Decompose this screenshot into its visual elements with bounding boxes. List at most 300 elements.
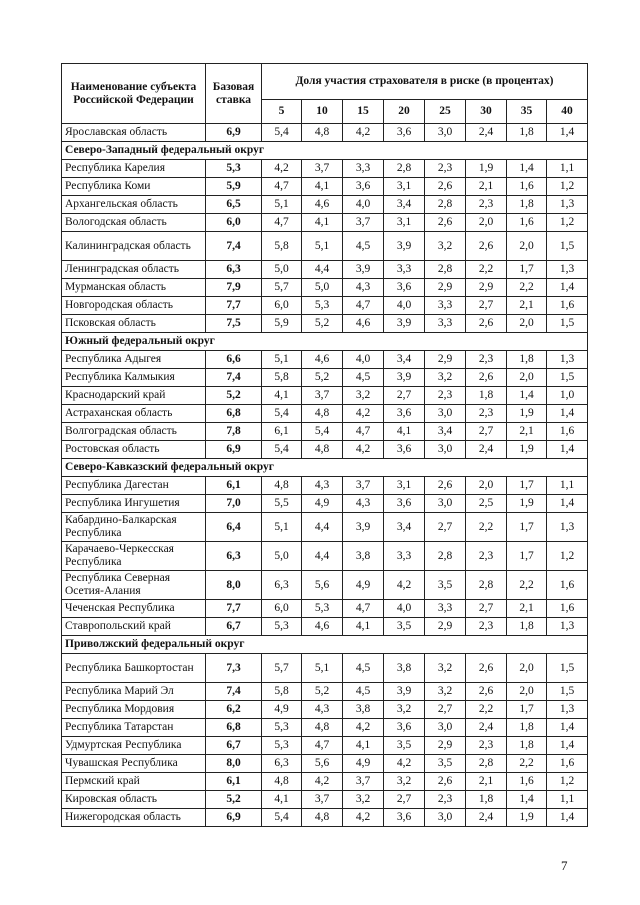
region-name-cell: Нижегородская область <box>62 809 206 827</box>
rate-value-cell: 3,0 <box>425 441 466 459</box>
table-row <box>62 701 588 719</box>
rate-value-cell: 1,6 <box>547 571 588 600</box>
rate-value-cell: 4,3 <box>343 495 384 513</box>
rate-value-cell: 2,2 <box>507 755 547 773</box>
rate-value-cell: 3,8 <box>343 701 384 719</box>
base-rate-cell: 7,4 <box>206 369 262 387</box>
rate-value-cell: 4,5 <box>343 369 384 387</box>
rate-value-cell: 4,7 <box>262 178 302 196</box>
table-row <box>62 405 588 423</box>
rate-value-cell: 2,6 <box>466 654 507 683</box>
table-row <box>62 232 588 261</box>
header-risk-share: Доля участия страхователя в риске (в процентах) <box>262 64 588 100</box>
base-rate-cell: 5,2 <box>206 791 262 809</box>
rate-value-cell: 3,8 <box>343 542 384 571</box>
rate-value-cell: 2,7 <box>466 297 507 315</box>
rate-value-cell: 3,0 <box>425 405 466 423</box>
rate-value-cell: 3,0 <box>425 719 466 737</box>
rate-value-cell: 1,4 <box>547 279 588 297</box>
rate-value-cell: 1,8 <box>507 737 547 755</box>
rate-value-cell: 2,2 <box>466 513 507 542</box>
rate-value-cell: 2,7 <box>466 423 507 441</box>
rate-value-cell: 1,4 <box>547 124 588 142</box>
rate-value-cell: 4,5 <box>343 232 384 261</box>
rate-value-cell: 5,1 <box>262 196 302 214</box>
district-name: Северо-Кавказский федеральный округ <box>62 459 588 477</box>
rate-value-cell: 4,0 <box>343 196 384 214</box>
rate-value-cell: 5,3 <box>302 297 343 315</box>
base-rate-cell: 7,0 <box>206 495 262 513</box>
rate-value-cell: 1,4 <box>547 719 588 737</box>
rate-value-cell: 3,5 <box>384 618 425 636</box>
table-row <box>62 600 588 618</box>
region-name-cell: Республика Калмыкия <box>62 369 206 387</box>
rate-value-cell: 3,6 <box>384 495 425 513</box>
rate-value-cell: 4,4 <box>302 261 343 279</box>
base-rate-cell: 8,0 <box>206 571 262 600</box>
rate-value-cell: 2,6 <box>425 477 466 495</box>
region-name-cell: Пермский край <box>62 773 206 791</box>
page-number: 7 <box>561 858 568 873</box>
rate-value-cell: 1,8 <box>507 196 547 214</box>
base-rate-cell: 7,5 <box>206 315 262 333</box>
rate-value-cell: 4,0 <box>384 600 425 618</box>
table-row <box>62 773 588 791</box>
rate-value-cell: 1,1 <box>547 160 588 178</box>
base-rate-cell: 6,4 <box>206 513 262 542</box>
base-rate-cell: 6,8 <box>206 719 262 737</box>
table-row <box>62 618 588 636</box>
rate-value-cell: 4,4 <box>302 542 343 571</box>
rate-value-cell: 1,4 <box>547 441 588 459</box>
rate-value-cell: 3,3 <box>425 600 466 618</box>
rate-value-cell: 5,3 <box>302 600 343 618</box>
rate-value-cell: 2,4 <box>466 809 507 827</box>
region-name-cell: Ставропольский край <box>62 618 206 636</box>
rate-value-cell: 1,3 <box>547 701 588 719</box>
table-row <box>62 737 588 755</box>
header-percent-cell: 35 <box>507 100 547 124</box>
rate-value-cell: 5,6 <box>302 571 343 600</box>
base-rate-cell: 7,7 <box>206 297 262 315</box>
rate-value-cell: 1,2 <box>547 542 588 571</box>
rate-value-cell: 2,3 <box>466 196 507 214</box>
rate-value-cell: 4,1 <box>343 737 384 755</box>
region-name-cell: Кабардино-Балкарская Республика <box>62 513 206 542</box>
region-name-cell: Ярославская область <box>62 124 206 142</box>
rate-value-cell: 3,3 <box>343 160 384 178</box>
header-region-name: Наименование субъекта Российской Федерации <box>62 64 206 124</box>
header-percent-cell: 30 <box>466 100 507 124</box>
rate-value-cell: 2,7 <box>384 791 425 809</box>
rate-value-cell: 3,1 <box>384 477 425 495</box>
rate-value-cell: 2,6 <box>425 214 466 232</box>
rate-value-cell: 1,5 <box>547 315 588 333</box>
table-row <box>62 495 588 513</box>
rate-value-cell: 1,6 <box>547 297 588 315</box>
rate-value-cell: 3,7 <box>343 214 384 232</box>
rate-value-cell: 1,0 <box>547 387 588 405</box>
rate-value-cell: 2,4 <box>466 124 507 142</box>
district-name: Северо-Западный федеральный округ <box>62 142 588 160</box>
table-row <box>62 261 588 279</box>
table-row <box>62 351 588 369</box>
rate-value-cell: 3,6 <box>384 279 425 297</box>
rate-value-cell: 1,7 <box>507 513 547 542</box>
rate-value-cell: 2,6 <box>425 773 466 791</box>
rate-value-cell: 4,4 <box>302 513 343 542</box>
rate-value-cell: 5,8 <box>262 683 302 701</box>
rate-value-cell: 2,6 <box>466 315 507 333</box>
rate-value-cell: 4,7 <box>262 214 302 232</box>
rate-value-cell: 5,7 <box>262 654 302 683</box>
rate-value-cell: 5,4 <box>302 423 343 441</box>
rate-value-cell: 4,9 <box>262 701 302 719</box>
rate-value-cell: 4,6 <box>343 315 384 333</box>
rate-value-cell: 3,5 <box>425 571 466 600</box>
rate-value-cell: 5,4 <box>262 809 302 827</box>
base-rate-cell: 6,2 <box>206 701 262 719</box>
rate-value-cell: 5,4 <box>262 441 302 459</box>
rate-value-cell: 2,4 <box>466 441 507 459</box>
district-name: Южный федеральный округ <box>62 333 588 351</box>
table-row <box>62 423 588 441</box>
rate-value-cell: 3,7 <box>302 791 343 809</box>
rate-value-cell: 5,4 <box>262 405 302 423</box>
rate-value-cell: 3,6 <box>384 124 425 142</box>
district-name: Приволжский федеральный округ <box>62 636 588 654</box>
rate-value-cell: 3,9 <box>384 369 425 387</box>
rate-value-cell: 2,0 <box>507 369 547 387</box>
rate-value-cell: 3,9 <box>343 513 384 542</box>
base-rate-cell: 6,5 <box>206 196 262 214</box>
region-name-cell: Чувашская Республика <box>62 755 206 773</box>
rate-value-cell: 4,1 <box>343 618 384 636</box>
rate-value-cell: 1,4 <box>547 809 588 827</box>
rate-value-cell: 4,1 <box>302 214 343 232</box>
rate-value-cell: 1,8 <box>507 351 547 369</box>
table-row <box>62 196 588 214</box>
table-row <box>62 542 588 571</box>
rate-value-cell: 2,2 <box>507 571 547 600</box>
rate-value-cell: 3,3 <box>384 261 425 279</box>
rate-value-cell: 3,5 <box>425 755 466 773</box>
region-name-cell: Республика Коми <box>62 178 206 196</box>
rate-value-cell: 2,2 <box>466 701 507 719</box>
rate-value-cell: 2,1 <box>466 773 507 791</box>
rate-value-cell: 3,1 <box>384 214 425 232</box>
rate-value-cell: 3,2 <box>384 701 425 719</box>
rate-value-cell: 1,5 <box>547 232 588 261</box>
rate-value-cell: 5,2 <box>302 315 343 333</box>
rate-value-cell: 1,6 <box>547 755 588 773</box>
base-rate-cell: 6,7 <box>206 737 262 755</box>
rate-value-cell: 3,9 <box>384 315 425 333</box>
rate-value-cell: 4,9 <box>302 495 343 513</box>
base-rate-cell: 5,2 <box>206 387 262 405</box>
rate-value-cell: 4,7 <box>343 423 384 441</box>
region-name-cell: Архангельская область <box>62 196 206 214</box>
rate-value-cell: 3,9 <box>343 261 384 279</box>
rate-value-cell: 4,3 <box>302 477 343 495</box>
region-name-cell: Удмуртская Республика <box>62 737 206 755</box>
region-name-cell: Астраханская область <box>62 405 206 423</box>
rate-value-cell: 2,8 <box>425 196 466 214</box>
rate-value-cell: 1,7 <box>507 477 547 495</box>
base-rate-cell: 6,9 <box>206 809 262 827</box>
base-rate-cell: 6,3 <box>206 261 262 279</box>
table-row <box>62 477 588 495</box>
table-row <box>62 654 588 683</box>
table-row <box>62 791 588 809</box>
rate-value-cell: 5,0 <box>262 261 302 279</box>
rate-value-cell: 3,6 <box>343 178 384 196</box>
region-name-cell: Новгородская область <box>62 297 206 315</box>
rate-value-cell: 6,3 <box>262 571 302 600</box>
rate-value-cell: 3,6 <box>384 809 425 827</box>
rate-value-cell: 1,6 <box>507 178 547 196</box>
rate-value-cell: 4,5 <box>343 683 384 701</box>
rate-value-cell: 5,9 <box>262 315 302 333</box>
rate-value-cell: 2,9 <box>466 279 507 297</box>
rate-value-cell: 2,3 <box>425 791 466 809</box>
rate-value-cell: 2,0 <box>507 683 547 701</box>
table-row <box>62 214 588 232</box>
rate-value-cell: 2,3 <box>466 618 507 636</box>
rate-value-cell: 6,1 <box>262 423 302 441</box>
base-rate-cell: 6,9 <box>206 124 262 142</box>
rate-value-cell: 4,1 <box>384 423 425 441</box>
region-name-cell: Кировская область <box>62 791 206 809</box>
table-row <box>62 809 588 827</box>
rate-value-cell: 4,5 <box>343 654 384 683</box>
rate-value-cell: 5,1 <box>262 513 302 542</box>
region-name-cell: Чеченская Республика <box>62 600 206 618</box>
region-name-cell: Краснодарский край <box>62 387 206 405</box>
base-rate-cell: 7,7 <box>206 600 262 618</box>
rate-value-cell: 1,7 <box>507 701 547 719</box>
table-row <box>62 160 588 178</box>
rate-value-cell: 1,4 <box>547 405 588 423</box>
table-row <box>62 441 588 459</box>
rate-value-cell: 1,2 <box>547 178 588 196</box>
rate-value-cell: 3,2 <box>425 654 466 683</box>
table-row <box>62 719 588 737</box>
rate-value-cell: 1,2 <box>547 773 588 791</box>
rate-value-cell: 5,0 <box>262 542 302 571</box>
rate-value-cell: 2,8 <box>425 542 466 571</box>
rate-value-cell: 4,8 <box>302 124 343 142</box>
table-row <box>62 755 588 773</box>
rate-value-cell: 3,8 <box>384 654 425 683</box>
rate-value-cell: 2,0 <box>466 477 507 495</box>
rate-value-cell: 2,6 <box>466 232 507 261</box>
rate-value-cell: 3,9 <box>384 232 425 261</box>
rate-value-cell: 3,2 <box>425 683 466 701</box>
insurance-rate-table <box>61 63 588 827</box>
rate-value-cell: 2,3 <box>466 351 507 369</box>
rate-value-cell: 2,1 <box>507 297 547 315</box>
rate-value-cell: 5,3 <box>262 719 302 737</box>
rate-value-cell: 4,7 <box>302 737 343 755</box>
rate-value-cell: 3,0 <box>425 809 466 827</box>
header-percent-cell: 40 <box>547 100 588 124</box>
region-name-cell: Волгоградская область <box>62 423 206 441</box>
rate-value-cell: 2,2 <box>466 261 507 279</box>
table-row <box>62 387 588 405</box>
header-percent-cell: 10 <box>302 100 343 124</box>
rate-value-cell: 4,1 <box>302 178 343 196</box>
rate-value-cell: 4,2 <box>384 571 425 600</box>
rate-value-cell: 1,4 <box>507 387 547 405</box>
rate-value-cell: 1,4 <box>547 737 588 755</box>
region-name-cell: Калининградская область <box>62 232 206 261</box>
district-header-row <box>62 459 588 477</box>
rate-value-cell: 5,3 <box>262 618 302 636</box>
rate-value-cell: 1,7 <box>507 261 547 279</box>
rate-value-cell: 1,9 <box>466 160 507 178</box>
rate-value-cell: 3,3 <box>425 315 466 333</box>
rate-value-cell: 1,5 <box>547 654 588 683</box>
table-row <box>62 178 588 196</box>
rate-value-cell: 5,0 <box>302 279 343 297</box>
rate-value-cell: 1,3 <box>547 351 588 369</box>
rate-value-cell: 1,5 <box>547 683 588 701</box>
rate-value-cell: 1,6 <box>507 214 547 232</box>
rate-value-cell: 4,8 <box>302 441 343 459</box>
rate-value-cell: 4,2 <box>302 773 343 791</box>
rate-value-cell: 1,2 <box>547 214 588 232</box>
rate-value-cell: 4,8 <box>262 477 302 495</box>
rate-value-cell: 2,5 <box>466 495 507 513</box>
table-row <box>62 369 588 387</box>
rate-value-cell: 1,8 <box>507 719 547 737</box>
rate-value-cell: 4,2 <box>343 405 384 423</box>
header-percent-cell: 15 <box>343 100 384 124</box>
rate-value-cell: 2,0 <box>507 654 547 683</box>
rate-value-cell: 1,6 <box>547 423 588 441</box>
rate-value-cell: 3,7 <box>343 773 384 791</box>
rate-value-cell: 4,6 <box>302 351 343 369</box>
rate-value-cell: 5,5 <box>262 495 302 513</box>
rate-value-cell: 4,7 <box>343 600 384 618</box>
rate-value-cell: 3,7 <box>302 387 343 405</box>
rate-value-cell: 5,6 <box>302 755 343 773</box>
header-base-rate: Базовая ставка <box>206 64 262 124</box>
rate-value-cell: 3,9 <box>384 683 425 701</box>
region-name-cell: Карачаево-Черкесская Республика <box>62 542 206 571</box>
rate-value-cell: 3,4 <box>425 423 466 441</box>
rate-value-cell: 3,7 <box>302 160 343 178</box>
rate-value-cell: 5,7 <box>262 279 302 297</box>
rate-value-cell: 3,2 <box>384 773 425 791</box>
rate-value-cell: 2,7 <box>384 387 425 405</box>
district-header-row <box>62 636 588 654</box>
rate-value-cell: 4,2 <box>343 124 384 142</box>
rate-value-cell: 6,3 <box>262 755 302 773</box>
rate-value-cell: 3,2 <box>343 791 384 809</box>
rate-value-cell: 3,2 <box>425 232 466 261</box>
base-rate-cell: 6,7 <box>206 618 262 636</box>
rate-value-cell: 4,1 <box>262 387 302 405</box>
rate-value-cell: 2,0 <box>507 232 547 261</box>
rate-value-cell: 3,7 <box>343 477 384 495</box>
rate-value-cell: 5,8 <box>262 369 302 387</box>
rate-value-cell: 3,0 <box>425 495 466 513</box>
region-name-cell: Республика Дагестан <box>62 477 206 495</box>
rate-value-cell: 2,1 <box>507 423 547 441</box>
base-rate-cell: 7,9 <box>206 279 262 297</box>
base-rate-cell: 5,3 <box>206 160 262 178</box>
base-rate-cell: 6,8 <box>206 405 262 423</box>
rate-value-cell: 1,3 <box>547 261 588 279</box>
rate-value-cell: 2,3 <box>425 387 466 405</box>
rate-value-cell: 2,3 <box>425 160 466 178</box>
rate-value-cell: 2,7 <box>425 513 466 542</box>
rate-value-cell: 2,8 <box>466 571 507 600</box>
rate-value-cell: 1,6 <box>547 600 588 618</box>
region-name-cell: Псковская область <box>62 315 206 333</box>
region-name-cell: Республика Адыгея <box>62 351 206 369</box>
rate-value-cell: 1,4 <box>547 495 588 513</box>
region-name-cell: Республика Ингушетия <box>62 495 206 513</box>
rate-value-cell: 3,6 <box>384 441 425 459</box>
rate-value-cell: 4,6 <box>302 196 343 214</box>
rate-value-cell: 5,8 <box>262 232 302 261</box>
base-rate-cell: 5,9 <box>206 178 262 196</box>
rate-value-cell: 2,6 <box>466 683 507 701</box>
region-name-cell: Ленинградская область <box>62 261 206 279</box>
rate-value-cell: 4,8 <box>302 405 343 423</box>
rate-value-cell: 4,9 <box>343 571 384 600</box>
region-name-cell: Республика Башкортостан <box>62 654 206 683</box>
rate-value-cell: 4,1 <box>262 791 302 809</box>
rate-value-cell: 2,9 <box>425 279 466 297</box>
region-name-cell: Республика Карелия <box>62 160 206 178</box>
rate-value-cell: 3,3 <box>425 297 466 315</box>
header-percent-cell: 25 <box>425 100 466 124</box>
base-rate-cell: 8,0 <box>206 755 262 773</box>
rate-value-cell: 2,6 <box>466 369 507 387</box>
rate-value-cell: 4,8 <box>262 773 302 791</box>
district-header-row <box>62 142 588 160</box>
rate-value-cell: 6,0 <box>262 600 302 618</box>
table-row <box>62 124 588 142</box>
rate-value-cell: 4,3 <box>343 279 384 297</box>
base-rate-cell: 6,3 <box>206 542 262 571</box>
rate-value-cell: 1,4 <box>507 791 547 809</box>
base-rate-cell: 7,4 <box>206 683 262 701</box>
rate-value-cell: 1,8 <box>466 791 507 809</box>
rate-value-cell: 1,8 <box>507 124 547 142</box>
rate-value-cell: 4,9 <box>343 755 384 773</box>
rate-value-cell: 1,3 <box>547 618 588 636</box>
rate-value-cell: 1,9 <box>507 495 547 513</box>
rate-value-cell: 2,0 <box>507 315 547 333</box>
rate-value-cell: 5,4 <box>262 124 302 142</box>
table-row <box>62 571 588 600</box>
rate-value-cell: 1,3 <box>547 196 588 214</box>
rate-value-cell: 5,2 <box>302 683 343 701</box>
rate-value-cell: 4,2 <box>343 441 384 459</box>
rate-value-cell: 2,7 <box>425 701 466 719</box>
rate-value-cell: 2,6 <box>425 178 466 196</box>
rate-value-cell: 3,4 <box>384 351 425 369</box>
table-body <box>62 124 588 827</box>
rate-value-cell: 4,2 <box>384 755 425 773</box>
rate-value-cell: 5,1 <box>262 351 302 369</box>
rate-value-cell: 2,9 <box>425 737 466 755</box>
